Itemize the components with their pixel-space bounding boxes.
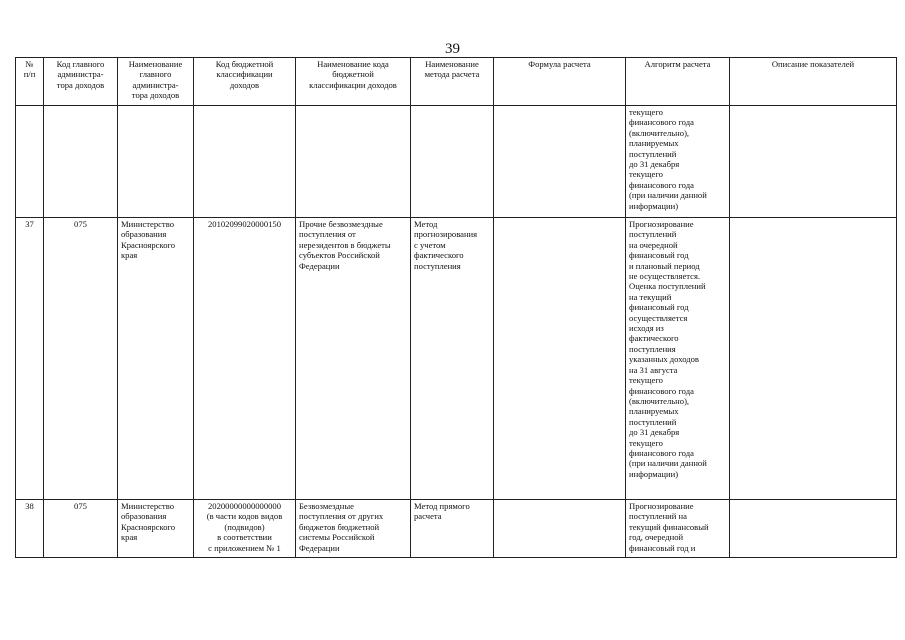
table-row — [16, 218, 897, 500]
header-admin-code: Код главного администра- тора доходов — [44, 58, 118, 106]
cell-code-name — [296, 106, 411, 218]
cell-num: 38 — [16, 500, 44, 558]
header-num: № п/п — [16, 58, 44, 106]
cell-formula — [494, 106, 626, 218]
cell-num: 37 — [16, 218, 44, 500]
revenue-forecast-table — [15, 57, 897, 558]
cell-description — [730, 106, 897, 218]
cell-admin-code: 075 — [44, 500, 118, 558]
table-header-row — [16, 58, 897, 106]
cell-algorithm: Прогнозирование поступлений на очередной финансовый год и плановый период не осуществляется. Оценка поступлений на текущий финансовый год осуществляется исходя из фактического поступления указанных доходов на 31 августа текущего финансового года (включительно), планируемых поступлений до 31 декабря текущего финансового года (при наличии данной информации) — [626, 218, 730, 500]
cell-num — [16, 106, 44, 218]
cell-method — [411, 106, 494, 218]
cell-method: Метод прямого расчета — [411, 500, 494, 558]
header-algorithm: Алгоритм расчета — [626, 58, 730, 106]
cell-description — [730, 218, 897, 500]
cell-budget-code — [194, 106, 296, 218]
cell-formula — [494, 218, 626, 500]
cell-description — [730, 500, 897, 558]
cell-algorithm: текущего финансового года (включительно), планируемых поступлений до 31 декабря текущего финансового года (при наличии данной информации) — [626, 106, 730, 218]
cell-algorithm: Прогнозирование поступлений на текущий финансовый год, очередной финансовый год и — [626, 500, 730, 558]
cell-budget-code: 20200000000000000 (в части кодов видов (подвидов) в соответствии с приложением № 1 — [194, 500, 296, 558]
cell-admin-name: Министерство образования Красноярского края — [118, 500, 194, 558]
header-method: Наименование метода расчета — [411, 58, 494, 106]
table-row — [16, 500, 897, 558]
cell-code-name: Безвозмездные поступления от других бюджетов бюджетной системы Российской Федерации — [296, 500, 411, 558]
page-number: 39 — [445, 41, 460, 57]
table-row — [16, 106, 897, 218]
cell-method: Метод прогнозирования с учетом фактического поступления — [411, 218, 494, 500]
cell-admin-code — [44, 106, 118, 218]
cell-admin-name: Министерство образования Красноярского края — [118, 218, 194, 500]
header-code-name: Наименование кода бюджетной классификации доходов — [296, 58, 411, 106]
header-admin-name: Наименование главного администра- тора доходов — [118, 58, 194, 106]
header-budget-code: Код бюджетной классификации доходов — [194, 58, 296, 106]
header-formula: Формула расчета — [494, 58, 626, 106]
cell-code-name: Прочие безвозмездные поступления от нерезидентов в бюджеты субъектов Российской Федерации — [296, 218, 411, 500]
cell-admin-name — [118, 106, 194, 218]
cell-admin-code: 075 — [44, 218, 118, 500]
cell-formula — [494, 500, 626, 558]
header-description: Описание показателей — [730, 58, 897, 106]
cell-budget-code: 20102099020000150 — [194, 218, 296, 500]
